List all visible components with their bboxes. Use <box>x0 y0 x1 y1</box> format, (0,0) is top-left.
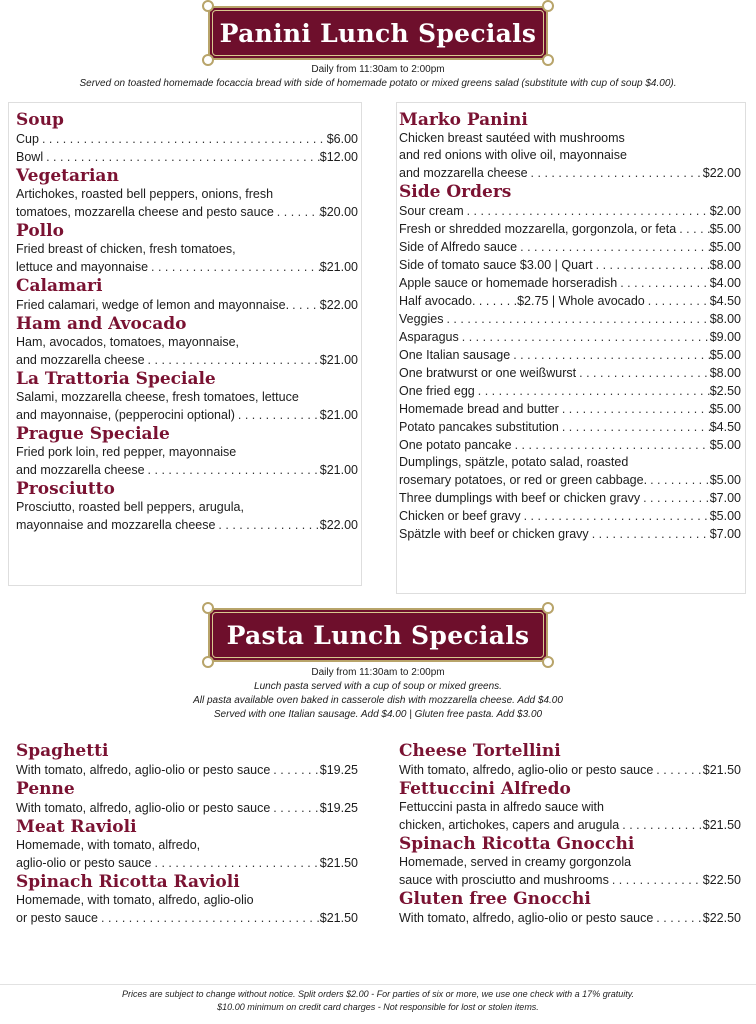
category-title: Ham and Avocado <box>16 314 187 334</box>
dot-leader <box>647 471 710 489</box>
dot-leader <box>289 296 320 314</box>
item-label: lettuce and mayonnaise <box>16 260 149 274</box>
item-label: Bowl <box>16 150 44 164</box>
price-line <box>399 816 741 834</box>
item-description: Fried pork loin, red pepper, mayonnaise <box>16 445 237 459</box>
item-price: $4.00 <box>709 276 741 290</box>
item-price: $21.50 <box>702 818 741 832</box>
item-description: Prosciutto, roasted bell peppers, arugula, <box>16 500 244 514</box>
price-line <box>16 351 358 369</box>
item-label: and mayonnaise, (pepperocini optional) <box>16 408 235 422</box>
price-line <box>399 238 741 256</box>
item-price: $5.00 <box>709 348 741 362</box>
item-price: $8.00 <box>709 312 741 326</box>
dot-leader <box>43 148 320 166</box>
panini-left-column <box>16 110 358 534</box>
item-price: $7.00 <box>709 491 741 505</box>
item-label: Side of tomato sauce $3.00 | Quart <box>399 258 593 272</box>
footer-line: $10.00 minimum on credit card charges - Not responsible for lost or stolen items. <box>217 1002 539 1012</box>
item-label: Three dumplings with beef or chicken gravy <box>399 491 641 505</box>
panini-right-column <box>399 110 741 543</box>
category-title: Prosciutto <box>16 479 115 499</box>
item-price: $7.00 <box>709 527 741 541</box>
item-price: $21.50 <box>319 856 358 870</box>
footer <box>0 988 756 1014</box>
item-label: Homemade bread and butter <box>399 402 559 416</box>
price-line <box>16 909 358 927</box>
item-price: $5.00 <box>709 402 741 416</box>
price-line <box>16 296 358 314</box>
menu-section <box>16 314 358 369</box>
menu-section <box>16 817 358 872</box>
item-description: Homemade, with tomato, alfredo, <box>16 838 201 852</box>
item-price: $8.00 <box>709 258 741 272</box>
price-line <box>16 799 358 817</box>
category-title: Meat Ravioli <box>16 817 137 837</box>
item-description: Dumplings, spätzle, potato salad, roasted <box>399 455 629 469</box>
item-label: With tomato, alfredo, aglio-olio or pesto sauce <box>16 763 271 777</box>
dot-leader <box>274 203 320 221</box>
dot-leader <box>215 516 319 534</box>
price-line <box>16 203 358 221</box>
item-price: $2.50 <box>709 384 741 398</box>
menu-section <box>16 276 358 314</box>
item-price: $21.00 <box>319 260 358 274</box>
pasta-info-line: All pasta available oven baked in casserole dish with mozzarella cheese. Add $4.00 <box>193 695 563 706</box>
pasta-info <box>0 666 756 722</box>
item-label: With tomato, alfredo, aglio-olio or pesto sauce <box>399 763 654 777</box>
item-description: Fettuccini pasta in alfredo sauce with <box>399 800 604 814</box>
pasta-info-line: Lunch pasta served with a cup of soup or mixed greens. <box>254 681 502 692</box>
item-price: $5.00 <box>709 509 741 523</box>
item-price: $2.00 <box>709 204 741 218</box>
price-line <box>399 525 741 543</box>
price-line <box>399 436 741 454</box>
menu-section <box>16 779 358 817</box>
item-price: $5.00 <box>709 473 741 487</box>
item-price: $5.00 <box>709 240 741 254</box>
item-label: Apple sauce or homemade horseradish <box>399 276 618 290</box>
category-title: Spinach Ricotta Gnocchi <box>399 834 635 854</box>
item-description: Artichokes, roasted bell peppers, onions, fresh <box>16 187 274 201</box>
item-label: Sour cream <box>399 204 464 218</box>
item-label: One fried egg <box>399 384 475 398</box>
category-title: Calamari <box>16 276 103 296</box>
item-label: or pesto sauce <box>16 911 98 925</box>
category-title: Soup <box>16 110 64 130</box>
price-line <box>16 461 358 479</box>
item-label: and mozzarella cheese <box>16 353 145 367</box>
item-label: Spätzle with beef or chicken gravy <box>399 527 589 541</box>
item-price: $5.00 <box>709 222 741 236</box>
price-line <box>16 148 358 166</box>
price-line <box>399 256 741 274</box>
price-line <box>399 310 741 328</box>
pasta-title: Pasta Lunch Specials <box>226 620 530 650</box>
price-line <box>399 274 741 292</box>
dot-leader <box>653 909 702 927</box>
item-label: Side of Alfredo sauce <box>399 240 518 254</box>
menu-section <box>16 872 358 927</box>
category-title: Prague Speciale <box>16 424 170 444</box>
item-label: Veggies <box>399 312 444 326</box>
item-price: $22.00 <box>319 518 358 532</box>
dot-leader <box>559 400 710 418</box>
item-label: With tomato, alfredo, aglio-olio or pesto sauce <box>399 911 654 925</box>
item-label: One bratwurst or one weißwurst <box>399 366 577 380</box>
item-price: $21.00 <box>319 408 358 422</box>
pasta-banner <box>208 608 548 662</box>
panini-title: Panini Lunch Specials <box>219 18 537 48</box>
item-label: One Italian sausage <box>399 348 511 362</box>
item-price: $19.25 <box>319 763 358 777</box>
category-title: Penne <box>16 779 75 799</box>
dot-leader <box>619 816 703 834</box>
price-line <box>399 489 741 507</box>
dot-leader <box>443 310 709 328</box>
dot-leader <box>640 489 710 507</box>
dot-leader <box>39 130 327 148</box>
dot-leader <box>676 220 709 238</box>
footer-line: Prices are subject to change without notice. Split orders $2.00 - For parties of six or more, we use one check with a 17% gratuity. <box>121 989 635 999</box>
price-line <box>399 292 741 310</box>
dot-leader <box>235 406 320 424</box>
category-title: Spinach Ricotta Ravioli <box>16 872 240 892</box>
item-label: Half avocado. . . . . . .$2.75 | Whole avocado <box>399 294 645 308</box>
price-line <box>399 220 741 238</box>
category-title: Gluten free Gnocchi <box>399 889 591 909</box>
dot-leader <box>148 258 320 276</box>
item-label: and mozzarella cheese <box>399 166 528 180</box>
item-price: $5.00 <box>709 438 741 452</box>
dot-leader <box>459 328 710 346</box>
dot-leader <box>593 256 710 274</box>
item-label: mayonnaise and mozzarella cheese <box>16 518 216 532</box>
dot-leader <box>609 871 703 889</box>
item-label: rosemary potatoes, or red or green cabbage. <box>399 473 648 487</box>
menu-section <box>399 779 741 834</box>
item-description: Fried breast of chicken, fresh tomatoes, <box>16 242 236 256</box>
price-line <box>399 364 741 382</box>
item-label: Fried calamari, wedge of lemon and mayonnaise. <box>16 298 290 312</box>
item-price: $22.00 <box>702 166 741 180</box>
menu-section <box>399 834 741 889</box>
menu-section <box>399 182 741 543</box>
price-line <box>16 854 358 872</box>
price-line <box>399 400 741 418</box>
item-description: Homemade, with tomato, alfredo, aglio-olio <box>16 893 254 907</box>
price-line <box>16 406 358 424</box>
panini-banner <box>208 6 548 60</box>
menu-section <box>399 889 741 927</box>
menu-section <box>16 369 358 424</box>
item-price: $8.00 <box>709 366 741 380</box>
pasta-left-column <box>16 741 358 927</box>
pasta-info-line: Served with one Italian sausage. Add $4.00 | Gluten free pasta. Add $3.00 <box>213 709 543 720</box>
category-title: Vegetarian <box>16 166 119 186</box>
price-line <box>399 871 741 889</box>
dot-leader <box>576 364 710 382</box>
item-price: $21.00 <box>319 463 358 477</box>
dot-leader <box>528 164 703 182</box>
item-label: sauce with prosciutto and mushrooms <box>399 873 609 887</box>
price-line <box>16 258 358 276</box>
category-title: Side Orders <box>399 182 512 202</box>
item-label: One potato pancake <box>399 438 512 452</box>
footer-divider <box>0 984 756 985</box>
item-price: $9.00 <box>709 330 741 344</box>
menu-section <box>16 741 358 779</box>
dot-leader <box>145 351 320 369</box>
pasta-right-column <box>399 741 741 927</box>
price-line <box>16 761 358 779</box>
price-line <box>399 164 741 182</box>
price-line <box>399 382 741 400</box>
dot-leader <box>98 909 320 927</box>
item-price: $19.25 <box>319 801 358 815</box>
menu-section <box>16 479 358 534</box>
category-title: Cheese Tortellini <box>399 741 561 761</box>
dot-leader <box>270 761 319 779</box>
category-title: Spaghetti <box>16 741 109 761</box>
panini-hours: Daily from 11:30am to 2:00pm <box>311 64 445 75</box>
price-line <box>16 516 358 534</box>
menu-section <box>399 741 741 779</box>
pasta-info-line: Daily from 11:30am to 2:00pm <box>311 667 445 678</box>
dot-leader <box>517 238 710 256</box>
item-price: $22.50 <box>702 911 741 925</box>
dot-leader <box>510 346 710 364</box>
item-label: chicken, artichokes, capers and arugula <box>399 818 620 832</box>
menu-section <box>16 424 358 479</box>
menu-section <box>16 221 358 276</box>
item-price: $21.50 <box>702 763 741 777</box>
dot-leader <box>152 854 320 872</box>
item-label: Potato pancakes substitution <box>399 420 559 434</box>
item-description: Salami, mozzarella cheese, fresh tomatoes, lettuce <box>16 390 299 404</box>
item-label: With tomato, alfredo, aglio-olio or pesto sauce <box>16 801 271 815</box>
menu-section <box>16 110 358 166</box>
dot-leader <box>653 761 702 779</box>
menu-section <box>16 166 358 221</box>
item-price: $20.00 <box>319 205 358 219</box>
dot-leader <box>145 461 320 479</box>
category-title: Marko Panini <box>399 110 528 130</box>
item-price: $22.50 <box>702 873 741 887</box>
panini-note: Served on toasted homemade focaccia bread with side of homemade potato or mixed greens salad (substitute with cup of soup $4.00). <box>79 78 677 89</box>
category-title: La Trattoria Speciale <box>16 369 216 389</box>
dot-leader <box>512 436 710 454</box>
dot-leader <box>559 418 710 436</box>
price-line <box>399 761 741 779</box>
item-label: Fresh or shredded mozzarella, gorgonzola, or feta <box>399 222 677 236</box>
item-description: Ham, avocados, tomatoes, mayonnaise, <box>16 335 240 349</box>
category-title: Fettuccini Alfredo <box>399 779 571 799</box>
dot-leader <box>521 507 710 525</box>
dot-leader <box>645 292 710 310</box>
item-price: $21.00 <box>319 353 358 367</box>
item-price: $6.00 <box>326 132 358 146</box>
price-line <box>399 471 741 489</box>
item-price: $4.50 <box>709 294 741 308</box>
price-line <box>399 909 741 927</box>
item-price: $12.00 <box>319 150 358 164</box>
menu-section <box>399 110 741 182</box>
price-line <box>399 346 741 364</box>
dot-leader <box>617 274 710 292</box>
price-line <box>399 328 741 346</box>
item-label: Chicken or beef gravy <box>399 509 521 523</box>
item-description: Chicken breast sautéed with mushrooms <box>399 131 625 145</box>
item-description: Homemade, served in creamy gorgonzola <box>399 855 632 869</box>
item-label: aglio-olio or pesto sauce <box>16 856 152 870</box>
price-line <box>399 202 741 220</box>
panini-info <box>0 63 756 91</box>
dot-leader <box>464 202 710 220</box>
price-line <box>399 418 741 436</box>
item-label: tomatoes, mozzarella cheese and pesto sauce <box>16 205 274 219</box>
price-line <box>399 507 741 525</box>
item-price: $22.00 <box>319 298 358 312</box>
category-title: Pollo <box>16 221 64 241</box>
item-label: Asparagus <box>399 330 459 344</box>
price-line <box>16 130 358 148</box>
item-label: and mozzarella cheese <box>16 463 145 477</box>
dot-leader <box>270 799 319 817</box>
item-price: $21.50 <box>319 911 358 925</box>
dot-leader <box>589 525 710 543</box>
dot-leader <box>475 382 710 400</box>
item-label: Cup <box>16 132 39 146</box>
item-description: and red onions with olive oil, mayonnaise <box>399 148 627 162</box>
item-price: $4.50 <box>709 420 741 434</box>
